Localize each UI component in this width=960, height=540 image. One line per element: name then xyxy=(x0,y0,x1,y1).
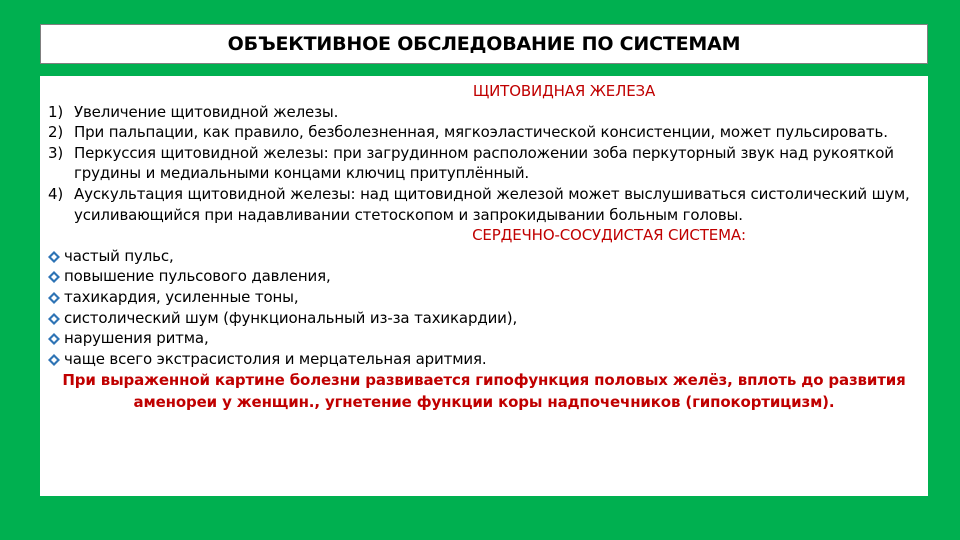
diamond-bullet-icon xyxy=(48,271,60,283)
item-text: Увеличение щитовидной железы. xyxy=(74,102,339,121)
diamond-bullet-icon xyxy=(48,251,60,263)
cardio-list xyxy=(48,246,920,370)
item-number: 2) xyxy=(48,123,64,142)
item-number: 3) xyxy=(48,143,64,162)
thyroid-list xyxy=(48,102,920,226)
diamond-bullet-icon xyxy=(48,354,60,366)
list-item xyxy=(48,328,920,349)
title-box xyxy=(40,24,928,64)
thyroid-item xyxy=(48,143,920,184)
list-item-text: повышение пульсового давления, xyxy=(64,267,331,286)
thyroid-heading: ЩИТОВИДНАЯ ЖЕЛЕЗА xyxy=(472,82,656,100)
thyroid-item xyxy=(48,122,920,143)
list-item-text: тахикардия, усиленные тоны, xyxy=(64,287,299,306)
list-item-text: нарушения ритма, xyxy=(64,329,209,348)
list-item-text: чаще всего экстрасистолия и мерцательная аритмия. xyxy=(64,349,487,368)
footer-note: При выраженной картине болезни развивается гипофункция половых желёз, вплоть до развития аменореи у женщин., угнетение функции коры надпочечников (гипокортицизм). xyxy=(62,371,906,411)
item-number: 4) xyxy=(48,184,64,203)
content-box xyxy=(40,76,928,496)
item-number: 1) xyxy=(48,102,64,121)
item-text: Перкуссия щитовидной железы: при загрудинном расположении зоба перкуторный звук над рукояткой грудины и медиальными концами ключиц притуплённый. xyxy=(74,143,894,183)
list-item-text: систолический шум (функциональный из-за тахикардии), xyxy=(64,308,518,327)
thyroid-item xyxy=(48,184,920,225)
item-text: При пальпации, как правило, безболезненная, мягкоэластической консистенции, может пульсировать. xyxy=(74,123,888,142)
list-item xyxy=(48,349,920,370)
list-item xyxy=(48,266,920,287)
thyroid-item xyxy=(48,102,920,123)
page-title: ОБЪЕКТИВНОЕ ОБСЛЕДОВАНИЕ ПО СИСТЕМАМ xyxy=(227,33,741,55)
cardio-heading: СЕРДЕЧНО-СОСУДИСТАЯ СИСТЕМА: xyxy=(472,226,746,245)
list-item xyxy=(48,246,920,267)
list-item xyxy=(48,308,920,329)
list-item-text: частый пульс, xyxy=(64,246,174,265)
diamond-bullet-icon xyxy=(48,313,60,325)
diamond-bullet-icon xyxy=(48,333,60,345)
item-text: Аускультация щитовидной железы: над щитовидной железой может выслушиваться систолический шум, усиливающийся при надавливании стетоскопом и запрокидывании больным головы. xyxy=(74,184,910,224)
diamond-bullet-icon xyxy=(48,292,60,304)
list-item xyxy=(48,287,920,308)
